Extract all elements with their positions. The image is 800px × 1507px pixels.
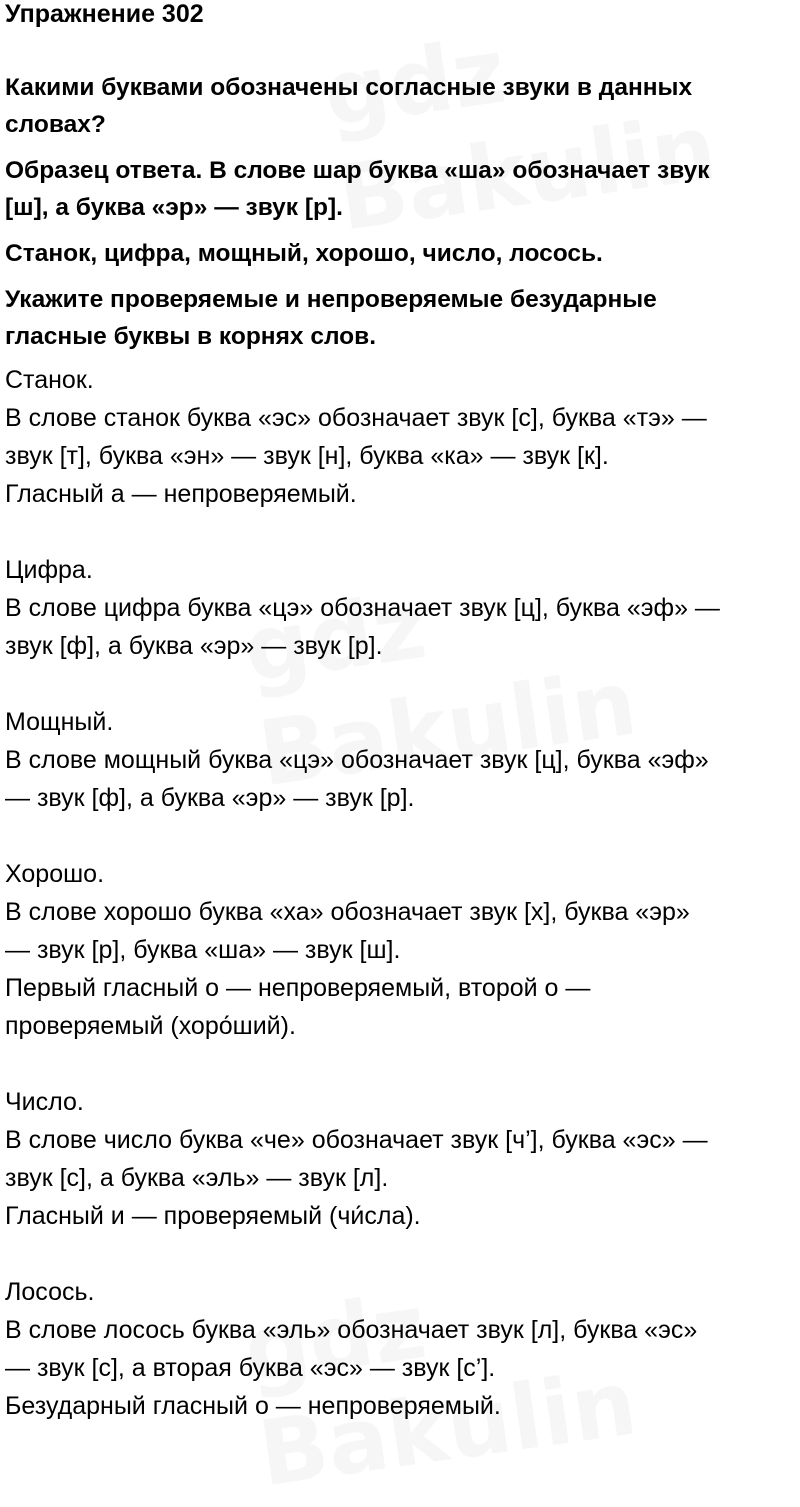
answer-line: В слове лосось буква «эль» обозначает звук [л], буква «эс»	[5, 1316, 698, 1344]
answer-line: звук [с], а буква «эль» — звук [л].	[5, 1164, 389, 1192]
answer-tsifra	[5, 551, 797, 665]
answer-word-heading: Мощный.	[5, 708, 114, 736]
answer-line: Гласный а — непроверяемый.	[5, 480, 357, 508]
answer-word-heading: Хорошо.	[5, 860, 105, 888]
task-instruction	[5, 281, 797, 355]
answer-line: звук [ф], а буква «эр» — звук [р].	[5, 632, 383, 660]
answer-word-heading: Цифра.	[5, 556, 93, 584]
answer-losos	[5, 1273, 797, 1425]
answer-section	[5, 361, 797, 1425]
answer-line: Безударный гласный о — непроверяемый.	[5, 1392, 501, 1420]
task-instruction-line: гласные буквы в корнях слов.	[5, 323, 377, 350]
answer-line: Гласный и — проверяемый (чи́сла).	[5, 1202, 421, 1230]
answer-line: В слове цифра буква «цэ» обозначает звук [ц], буква «эф» —	[5, 594, 720, 622]
task-question	[5, 69, 797, 143]
answer-line: звук [т], буква «эн» — звук [н], буква «ка» — звук [к].	[5, 442, 609, 470]
answer-line: В слове станок буква «эс» обозначает звук [с], буква «тэ» —	[5, 404, 707, 432]
task-sample-line: Образец ответа. В слове шар буква «ша» обозначает звук	[5, 157, 710, 184]
task-sample-line: [ш], а буква «эр» — звук [р].	[5, 194, 343, 221]
answer-stanok	[5, 361, 797, 513]
exercise-title: Упражнение 302	[5, 0, 204, 28]
answer-moshchny	[5, 703, 797, 817]
task-words	[5, 235, 797, 272]
answer-line: — звук [р], буква «ша» — звук [ш].	[5, 936, 401, 964]
exercise-page	[5, 0, 797, 1425]
task-question-line: Какими буквами обозначены согласные звуки в данных	[5, 74, 693, 101]
task-sample	[5, 152, 797, 226]
answer-line: В слове хорошо буква «ха» обозначает звук [х], буква «эр»	[5, 898, 690, 926]
answer-line: В слове мощный буква «цэ» обозначает звук [ц], буква «эф»	[5, 746, 709, 774]
answer-word-heading: Лосось.	[5, 1278, 95, 1306]
answer-line: проверяемый (хоро́ший).	[5, 1012, 296, 1040]
answer-word-heading: Число.	[5, 1088, 84, 1116]
answer-word-heading: Станок.	[5, 366, 94, 394]
answer-chislo	[5, 1083, 797, 1235]
answer-line: Первый гласный о — непроверяемый, второй о —	[5, 974, 591, 1002]
answer-line: — звук [с], а вторая буква «эс» — звук [с’].	[5, 1354, 496, 1382]
task-question-line: словах?	[5, 111, 106, 138]
answer-khorosho	[5, 855, 797, 1045]
task-words-line: Станок, цифра, мощный, хорошо, число, лосось.	[5, 240, 603, 267]
answer-line: — звук [ф], а буква «эр» — звук [р].	[5, 784, 415, 812]
task-instruction-line: Укажите проверяемые и непроверяемые безударные	[5, 286, 657, 313]
answer-line: В слове число буква «че» обозначает звук [ч’], буква «эс» —	[5, 1126, 708, 1154]
